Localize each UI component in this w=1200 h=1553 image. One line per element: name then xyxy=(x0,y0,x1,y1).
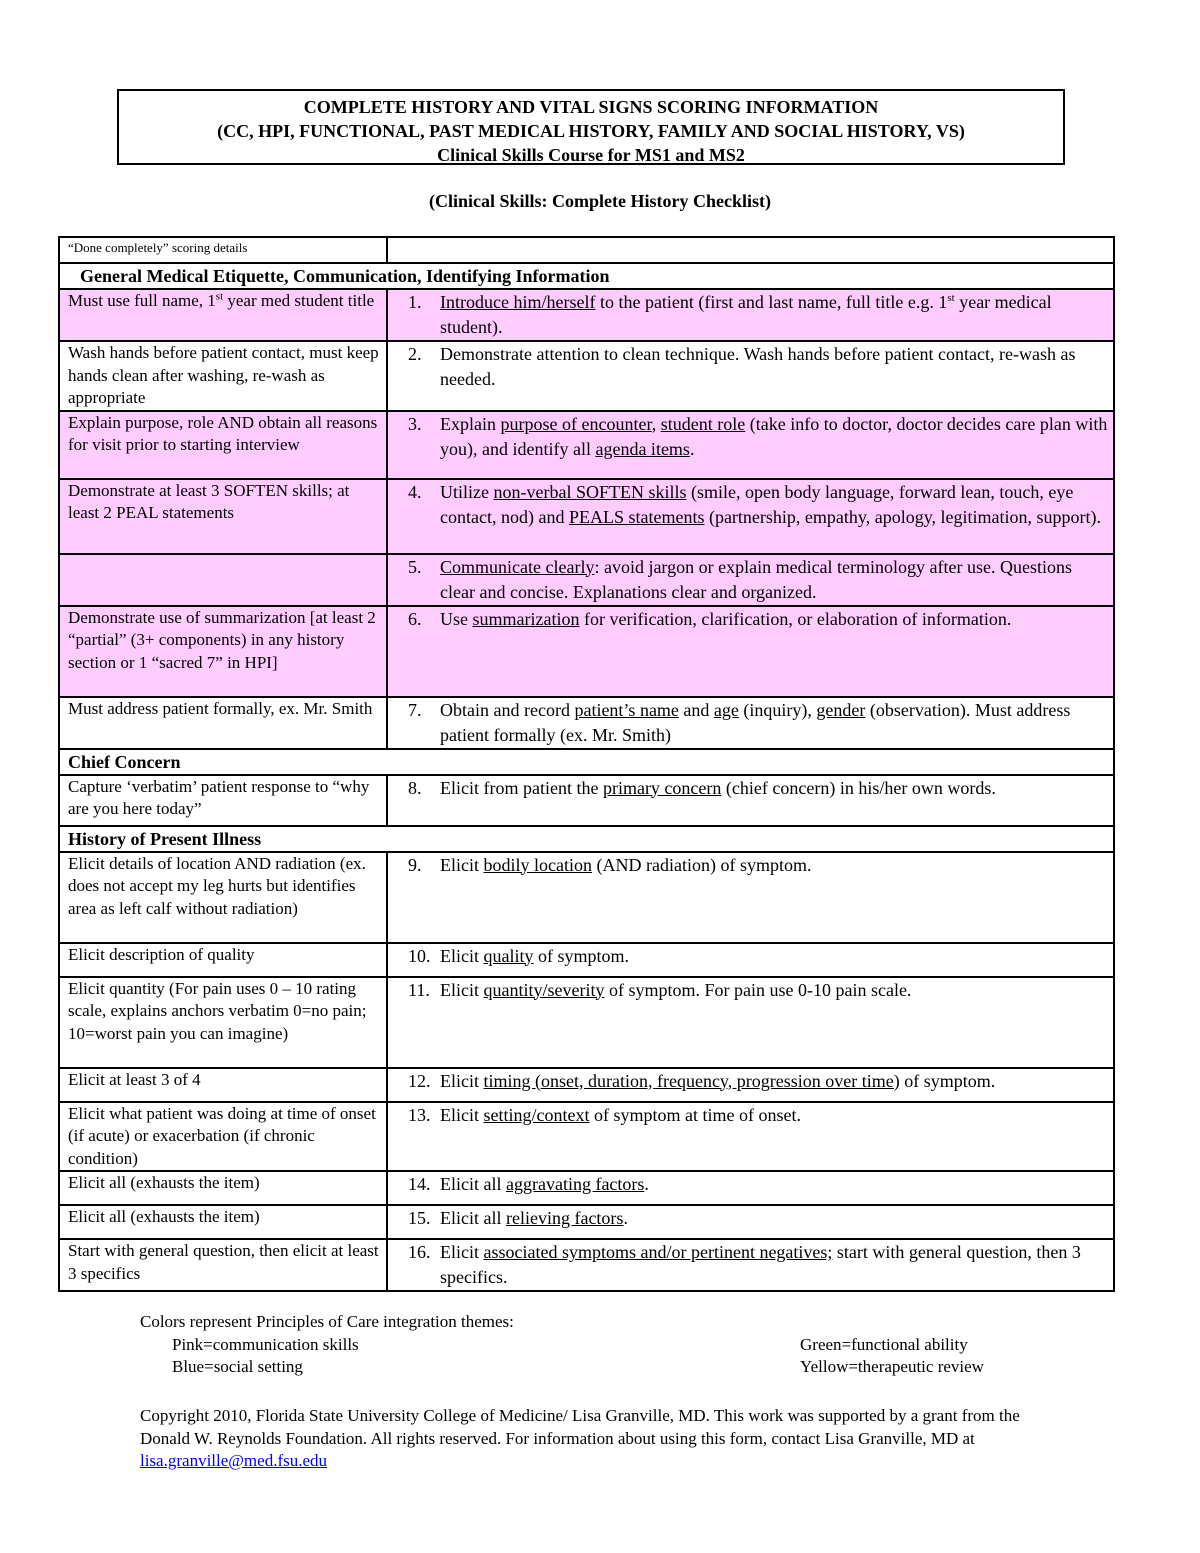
item-number: 6. xyxy=(408,608,422,629)
table-row xyxy=(59,852,1114,943)
table-row xyxy=(59,1171,1114,1205)
legend-yellow: Yellow=therapeutic review xyxy=(800,1357,984,1376)
item-number: 11. xyxy=(408,979,430,1000)
item-number: 7. xyxy=(408,699,422,720)
checklist-item: 9. Elicit bodily location (AND radiation) of symptom. xyxy=(387,852,1114,943)
legend-green: Green=functional ability xyxy=(800,1334,968,1354)
checklist-item: 11. Elicit quantity/severity of symptom. For pain use 0-10 pain scale. xyxy=(387,977,1114,1068)
table-row xyxy=(59,977,1114,1068)
item-number: 1. xyxy=(408,292,422,312)
legend-blue: Blue=social setting xyxy=(172,1357,303,1376)
checklist-item: 14. Elicit all aggravating factors. xyxy=(387,1171,1114,1205)
table-row xyxy=(59,606,1114,697)
item-number: 12. xyxy=(408,1070,431,1091)
table-row xyxy=(59,1239,1114,1291)
checklist-item: 7. Obtain and record patient’s name and age (inquiry), gender (observation). Must address patient formally (ex. Mr. Smith) xyxy=(387,697,1114,749)
table-row xyxy=(59,1205,1114,1239)
color-legend xyxy=(140,1311,1000,1379)
title-line-1: COMPLETE HISTORY AND VITAL SIGNS SCORING INFORMATION xyxy=(303,97,879,117)
checklist-item: 8. Elicit from patient the primary concern (chief concern) in his/her own words. xyxy=(387,775,1114,826)
table-row xyxy=(59,943,1114,977)
scoring-detail: Elicit all (exhausts the item) xyxy=(59,1205,387,1239)
table-row xyxy=(59,479,1114,554)
table-row xyxy=(59,554,1114,606)
scoring-detail: Wash hands before patient contact, must keep hands clean after washing, re-wash as appropriate xyxy=(59,341,387,411)
item-number: 14. xyxy=(408,1174,431,1194)
table-header-row xyxy=(59,237,1114,263)
title-line-3: Clinical Skills Course for MS1 and MS2 xyxy=(437,145,745,165)
scoring-detail: Demonstrate at least 3 SOFTEN skills; at least 2 PEAL statements xyxy=(59,479,387,554)
scoring-detail: Elicit details of location AND radiation (ex. does not accept my leg hurts but identifies area as left calf without radiation) xyxy=(59,852,387,943)
scoring-detail: Start with general question, then elicit at least 3 specifics xyxy=(59,1239,387,1291)
item-number: 2. xyxy=(408,344,422,364)
section-title: Chief Concern xyxy=(59,749,1114,775)
table-row xyxy=(59,341,1114,411)
scoring-detail: Elicit what patient was doing at time of onset (if acute) or exacerbation (if chronic condition) xyxy=(59,1102,387,1172)
item-number: 8. xyxy=(408,777,422,798)
checklist-item: 6. Use summarization for verification, clarification, or elaboration of information. xyxy=(387,606,1114,697)
header-right-cell xyxy=(387,237,1114,263)
item-number: 15. xyxy=(408,1208,431,1228)
checklist-item: 16. Elicit associated symptoms and/or pertinent negatives; start with general question, then 3 specifics. xyxy=(387,1239,1114,1291)
section-title: History of Present Illness xyxy=(59,826,1114,852)
item-number: 4. xyxy=(408,481,422,502)
table-row xyxy=(59,1068,1114,1102)
legend-pink: Pink=communication skills xyxy=(172,1334,359,1354)
table-row xyxy=(59,411,1114,479)
section-row-etiquette xyxy=(59,263,1114,289)
scoring-detail: Elicit all (exhausts the item) xyxy=(59,1171,387,1205)
title-box xyxy=(117,89,1065,165)
scoring-detail: Must address patient formally, ex. Mr. Smith xyxy=(59,697,387,749)
item-number: 13. xyxy=(408,1104,431,1125)
scoring-detail xyxy=(59,554,387,606)
title-line-2: (CC, HPI, FUNCTIONAL, PAST MEDICAL HISTORY, FAMILY AND SOCIAL HISTORY, VS) xyxy=(217,121,965,141)
scoring-detail: Elicit quantity (For pain uses 0 – 10 rating scale, explains anchors verbatim 0=no pain; 10=worst pain you can imagine) xyxy=(59,977,387,1068)
table-row xyxy=(59,775,1114,826)
checklist-table xyxy=(58,236,1115,1292)
header-left-cell: “Done completely” scoring details xyxy=(59,237,387,263)
table-row xyxy=(59,697,1114,749)
legend-intro: Colors represent Principles of Care integration themes: xyxy=(140,1312,514,1331)
table-row xyxy=(59,289,1114,341)
table-row xyxy=(59,1102,1114,1172)
item-number: 9. xyxy=(408,854,422,875)
scoring-detail: Must use full name, 1st year med student title xyxy=(59,289,387,341)
checklist-item: 5. Communicate clearly: avoid jargon or explain medical terminology after use. Questions clear and concise. Explanations clear and organized. xyxy=(387,554,1114,606)
checklist-item: 15. Elicit all relieving factors. xyxy=(387,1205,1114,1239)
item-number: 3. xyxy=(408,413,422,434)
checklist-item: 13. Elicit setting/context of symptom at time of onset. xyxy=(387,1102,1114,1172)
checklist-item: 3. Explain purpose of encounter, student role (take info to doctor, doctor decides care plan with you), and identify all agenda items. xyxy=(387,411,1114,479)
scoring-detail: Elicit at least 3 of 4 xyxy=(59,1068,387,1102)
scoring-detail: Explain purpose, role AND obtain all reasons for visit prior to starting interview xyxy=(59,411,387,479)
checklist-item: 1. Introduce him/herself to the patient (first and last name, full title e.g. 1st year medical student). xyxy=(387,289,1114,341)
contact-email-link[interactable]: lisa.granville@med.fsu.edu xyxy=(140,1451,328,1470)
checklist-item: 2. Demonstrate attention to clean technique. Wash hands before patient contact, re-wash as needed. xyxy=(387,341,1114,411)
checklist-item: 10. Elicit quality of symptom. xyxy=(387,943,1114,977)
item-number: 10. xyxy=(408,945,431,966)
section-row-hpi xyxy=(59,826,1114,852)
copyright-text: Copyright 2010, Florida State University College of Medicine/ Lisa Granville, MD. This work was supported by a grant from the Donald W. Reynolds Foundation. All rights reserved. For information about using this form, contact Lisa Granville, MD at xyxy=(140,1406,1020,1448)
item-number: 16. xyxy=(408,1242,431,1262)
checklist-subtitle: (Clinical Skills: Complete History Checklist) xyxy=(429,191,771,211)
item-number: 5. xyxy=(408,556,422,577)
section-title: General Medical Etiquette, Communication, Identifying Information xyxy=(59,263,1114,289)
copyright-notice xyxy=(140,1405,1060,1473)
scoring-detail: Elicit description of quality xyxy=(59,943,387,977)
checklist-item: 12. Elicit timing (onset, duration, frequency, progression over time) of symptom. xyxy=(387,1068,1114,1102)
checklist-item: 4. Utilize non-verbal SOFTEN skills (smile, open body language, forward lean, touch, eye contact, nod) and PEALS statements (partnership, empathy, apology, legitimation, support). xyxy=(387,479,1114,554)
section-row-chief-concern xyxy=(59,749,1114,775)
scoring-detail: Demonstrate use of summarization [at least 2 “partial” (3+ components) in any history section or 1 “sacred 7” in HPI] xyxy=(59,606,387,697)
scoring-detail: Capture ‘verbatim’ patient response to “why are you here today” xyxy=(59,775,387,826)
